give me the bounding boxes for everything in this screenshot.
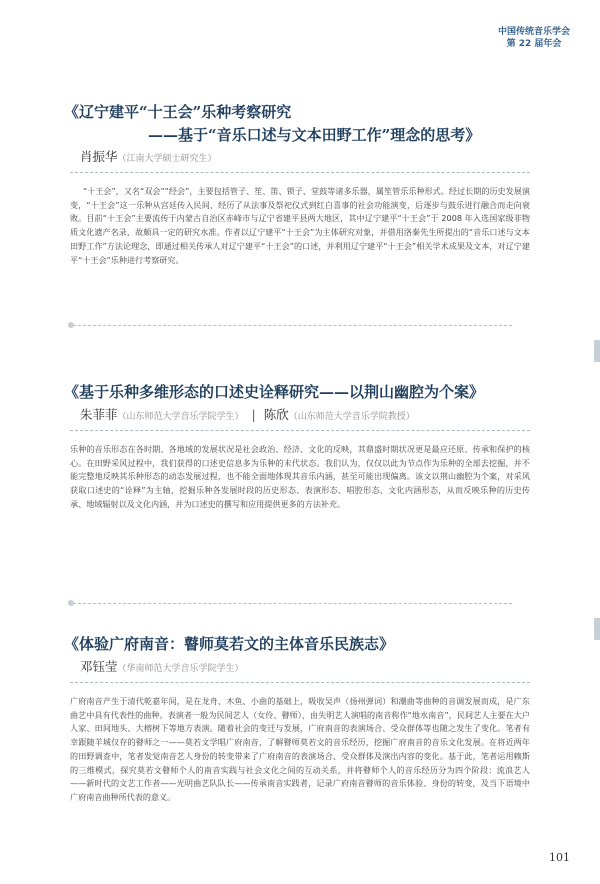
article-title: 《辽宁建平“十王会”乐种考察研究 [64,103,292,121]
divider-dot [68,322,74,328]
article-2 [64,380,530,512]
author-affiliation: （江南大学硕士研究生） [117,154,217,164]
author-name: 邓钰莹 [80,659,118,674]
article-1 [64,100,530,267]
title-rule [70,682,530,683]
author-name: 朱菲菲 [80,407,118,422]
article-3 [64,632,530,805]
header-line-2: 第 22 届年会 [506,39,562,49]
article-subtitle: ——基于“音乐口述与文本田野工作”理念的思考》 [148,126,481,144]
conference-header [498,26,570,50]
header-line-1: 中国传统音乐学会 [497,27,570,37]
article-byline [80,658,530,678]
article-byline [80,406,530,426]
article-byline [80,148,530,168]
article-abstract: 乐种的音乐形态在各时期、各地域的发展状况是社会政治、经济、文化的反映，其鼎盛时期状况更是最应还原、传承和保护的核心。在田野采风过程中，我们获得的口述史信息多为乐种的末代状态。我们认为，仅仅以此为节点作为乐种的全部去挖掘，并不能完整地反映其乐种形态的动态发展过程，也不能全面地体现其音乐内涵，甚至可能出现偏离。该文以荆山幽腔为个案，对采风获取口述史的“诠释”为主轴，挖掘乐种各发展时段的历史形态、表演形态、唱腔形态、文化内涵形态，从而反映乐种的历史传承、地域辐射以及文化内涵，并为口述史的撰写和应用提供更多的方法补充。 [70,444,530,509]
author-separator: | [251,407,256,422]
title-rule [70,172,530,173]
author-name: 陈欣 [263,407,289,422]
divider-dot [68,600,74,606]
article-title: 《体验广府南音：瞽师莫若文的主体音乐民族志》 [64,635,395,653]
title-rule [70,430,530,431]
edge-tab [594,618,600,640]
author-affiliation: （山东师范大学音乐学院学生） [117,412,244,422]
article-title: 《基于乐种多维形态的口述史诠释研究——以荆山幽腔为个案》 [64,383,485,401]
page-number: 101 [549,851,570,864]
section-divider [68,325,512,326]
article-abstract: “十王会”，又名“双会”“经会”，主要包括管子、笙、笛、锁子、堂鼓等诸多乐器，属笙管乐乐种形式。经过长期的历史发展演变，“十王会”这一乐种从宫廷传入民间，经历了从法事及祭祀仪式到红白喜事的社会功能演变，后逐步与鼓乐进行融合而走向衰败。目前“十王会”主要流传于内蒙古自治区赤峰市与辽宁省建平县两大地区，其中辽宁建平“十王会”于 2008 年入选国家级非物质文化遗产名录，故颇具一定的研究水准。作者以辽宁建平“十王会”为主体研究对象，并借用洛秦先生所提出的“音乐口述与文本田野工作”方法论理念，即通过相关传承人对辽宁建平“十王会”的口述，并利用辽宁建平“十王会”相关学术成果及文本，对辽宁建平“十王会”乐种进行考察研究。 [70,186,530,265]
edge-tab [594,340,600,362]
author-name: 肖振华 [80,149,118,164]
author-affiliation: （华南师范大学音乐学院学生） [117,664,244,674]
article-abstract: 广府南音产生于清代乾嘉年间，是在龙舟、木鱼、小曲的基础上，吸收吴声（扬州弹词）和潮曲等曲种的音调发展而成，是广东曲艺中具有代表性的曲种。表演者一般为民间艺人（女伶、瞽师），由失明艺人演唱的南音称作“地水南音”，民间艺人主要在大户人家、田间地头、大榕树下等地方表演。随着社会的变迁与发展，广府南音的表演场合、受众群体等也随之发生了变化。笔者有幸跟随羊城仅存的瞽师之一——莫若文学唱广府南音，了解瞽师莫若文的音乐经历，挖掘广府南音的音乐文化发展。在将近两年的田野调查中，笔者发觉南音艺人身份的转变带来了广府南音的表演场合、受众群体及演出内容的变化。基于此，笔者运用赖斯的三维模式，探究莫若文瞽师个人的南音实践与社会文化之间的互动关系，并将瞽师个人的音乐经历分为四个阶段：流浪艺人——新时代的文艺工作者——光明曲艺队队长——传承南音实践者，记录广府南音瞽师的音乐体验、身份的转变，及当下语境中广府南音曲种所代表的意义。 [70,696,530,802]
author-affiliation: （山东师范大学音乐学院教授） [288,412,415,422]
section-divider [68,603,512,604]
